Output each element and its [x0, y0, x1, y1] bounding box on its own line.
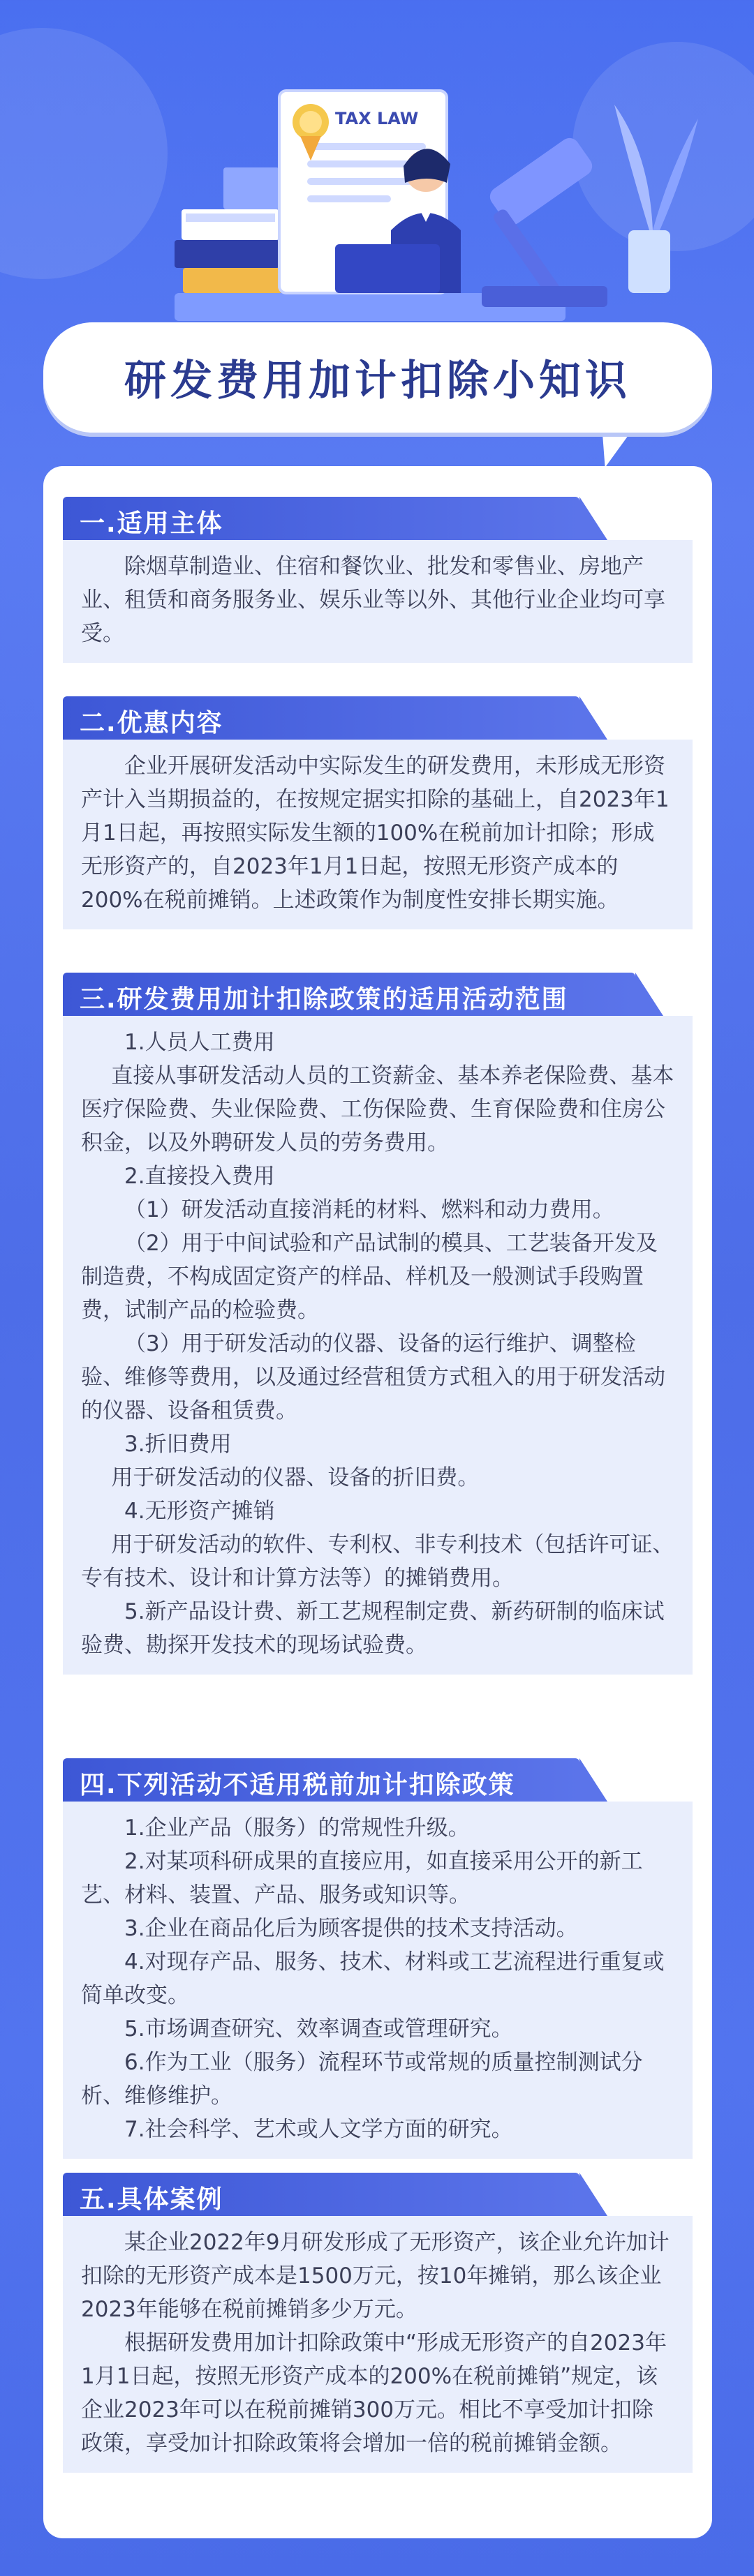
paragraph: （2）用于中间试验和产品试制的模具、工艺装备开发及制造费，不构成固定资产的样品、样机及一般测试手段购置费，试制产品的检验费。 [81, 1231, 658, 1323]
doc-label: TAX LAW [335, 109, 419, 128]
list-item: 7.社会科学、艺术或人文学方面的研究。 [124, 2117, 513, 2142]
list-item: 6.作为工业（服务）流程环节或常规的质量控制测试分析、维修维护。 [81, 2050, 643, 2109]
hero-illustration [0, 0, 754, 328]
paragraph: 3.折旧费用 [124, 1432, 232, 1457]
list-item: 1.企业产品（服务）的常规性升级。 [124, 1815, 470, 1841]
paragraph: 用于研发活动的软件、专利权、非专利技术（包括许可证、专有技术、设计和计算方法等）的摊销费用。 [81, 1532, 674, 1591]
paragraph: （1）研发活动直接消耗的材料、燃料和动力费用。 [124, 1197, 614, 1222]
title-banner [43, 322, 712, 433]
paragraph: 2.直接投入费用 [124, 1164, 275, 1189]
section-body [63, 1016, 693, 1675]
section-heading: 三.研发费用加计扣除政策的适用活动范围 [80, 985, 568, 1014]
section-preferential-content [63, 696, 693, 929]
paragraph: 用于研发活动的仪器、设备的折旧费。 [111, 1465, 480, 1490]
section-heading: 二.优惠内容 [80, 709, 223, 737]
paragraph: 某企业2022年9月研发形成了无形资产，该企业允许加计扣除的无形资产成本是1500万元，按10年摊销，那么该企业2023年能够在税前摊销多少万元。 [81, 2230, 670, 2322]
page-title: 研发费用加计扣除小知识 [124, 357, 631, 405]
section-body [63, 1802, 693, 2159]
paragraph: 1.人员人工费用 [124, 1030, 275, 1055]
list-item: 3.企业在商品化后为顾客提供的技术支持活动。 [124, 1916, 578, 1941]
tax-law-illustration [0, 0, 754, 328]
section-excluded-activities [63, 1758, 693, 2159]
section-heading: 五.具体案例 [80, 2185, 223, 2214]
section-body [63, 2216, 693, 2473]
list-item: 4.对现存产品、服务、技术、材料或工艺流程进行重复或简单改变。 [81, 1949, 665, 2008]
section-heading: 四.下列活动不适用税前加计扣除政策 [80, 1771, 515, 1799]
paragraph: （3）用于研发活动的仪器、设备的运行维护、调整检验、维修等费用，以及通过经营租赁方式租入的用于研发活动的仪器、设备租赁费。 [81, 1331, 665, 1423]
paragraph: 除烟草制造业、住宿和餐饮业、批发和零售业、房地产业、租赁和商务服务业、娱乐业等以外、其他行业企业均可享受。 [81, 554, 665, 646]
paragraph: 4.无形资产摊销 [124, 1499, 275, 1524]
paragraph: 根据研发费用加计扣除政策中“形成无形资产的自2023年1月1日起，按照无形资产成本的200%在税前摊销”规定，该企业2023年可以在税前摊销300万元。相比不享受加计扣除政策，享受加计扣除政策将会增加一倍的税前摊销金额。 [81, 2330, 667, 2456]
section-heading-bar [63, 1758, 579, 1802]
section-body [63, 740, 693, 929]
paragraph: 企业开展研发活动中实际发生的研发费用，未形成无形资产计入当期损益的，在按规定据实扣除的基础上，自2023年1月1日起，再按照实际发生额的100%在税前加计扣除；形成无形资产的，自2023年1月1日起，按照无形资产成本的200%在税前摊销。上述政策作为制度性安排长期实施。 [81, 754, 670, 913]
section-activity-scope [63, 973, 693, 1675]
section-case-study [63, 2173, 693, 2473]
section-applicable-entities [63, 497, 693, 663]
section-heading-bar [63, 2173, 579, 2216]
section-heading-bar [63, 696, 579, 740]
list-item: 5.市场调查研究、效率调查或管理研究。 [124, 2016, 513, 2042]
section-body [63, 540, 693, 663]
paragraph: 5.新产品设计费、新工艺规程制定费、新药研制的临床试验费、勘探开发技术的现场试验费。 [81, 1599, 665, 1658]
section-heading-bar [63, 973, 635, 1016]
section-heading: 一.适用主体 [80, 509, 223, 538]
section-heading-bar [63, 497, 579, 540]
list-item: 2.对某项科研成果的直接应用，如直接采用公开的新工艺、材料、装置、产品、服务或知识等。 [81, 1849, 643, 1908]
paragraph: 直接从事研发活动人员的工资薪金、基本养老保险费、基本医疗保险费、失业保险费、工伤保险费、生育保险费和住房公积金，以及外聘研发人员的劳务费用。 [81, 1063, 674, 1155]
